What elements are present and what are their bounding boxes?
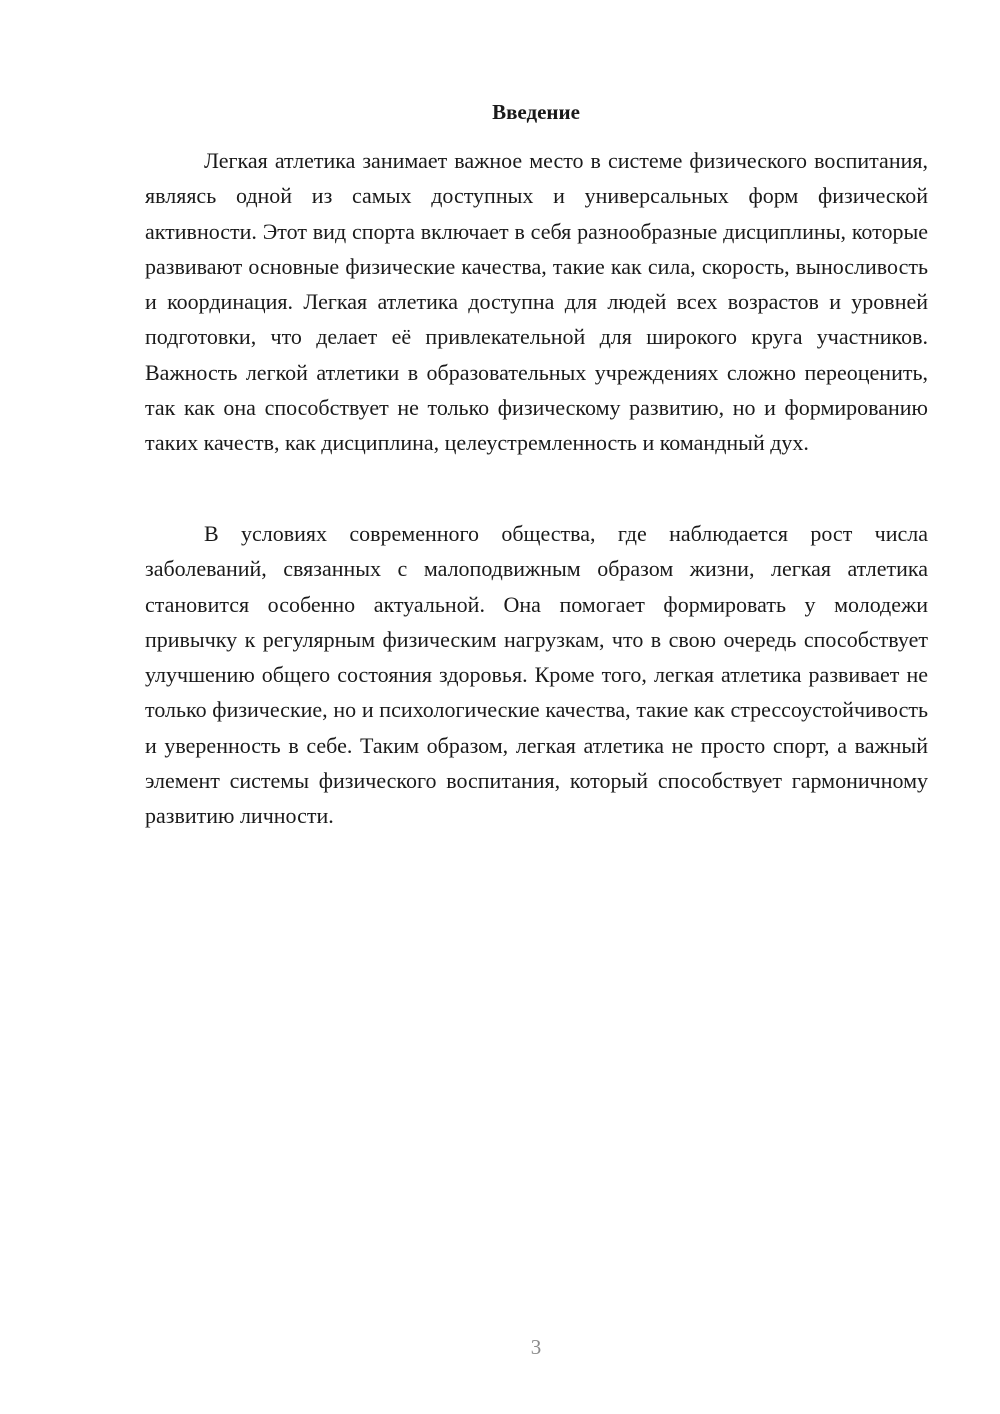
paragraph-1 <box>145 143 928 461</box>
page-number: 3 <box>530 1335 542 1359</box>
section-title: Введение <box>492 100 580 124</box>
paragraph-text: Легкая атлетика занимает важное место в системе физического воспитания, являясь одной из самых доступных и универсальных форм физической активности. Этот вид спорта включает в себя разнообразные дисциплины, которые развивают основные физические качества, такие как сила, скорость, выносливость и координация. Легкая атлетика доступна для людей всех возрастов и уровней подготовки, что делает её привлекательной для широкого круга участников. Важность легкой атлетики в образовательных учреждениях сложно переоценить, так как она способствует не только физическому развитию, но и формированию таких качеств, как дисциплина, целеустремленность и командный дух. <box>145 148 928 456</box>
paragraph-2 <box>145 516 928 834</box>
paragraph-text: В условиях современного общества, где наблюдается рост числа заболеваний, связанных с малоподвижным образом жизни, легкая атлетика становится особенно актуальной. Она помогает формировать у молодежи привычку к регулярным физическим нагрузкам, что в свою очередь способствует улучшению общего состояния здоровья. Кроме того, легкая атлетика развивает не только физические, но и психологические качества, такие как стрессоустойчивость и уверенность в себе. Таким образом, легкая атлетика не просто спорт, а важный элемент системы физического воспитания, который способствует гармоничному развитию личности. <box>145 521 928 829</box>
